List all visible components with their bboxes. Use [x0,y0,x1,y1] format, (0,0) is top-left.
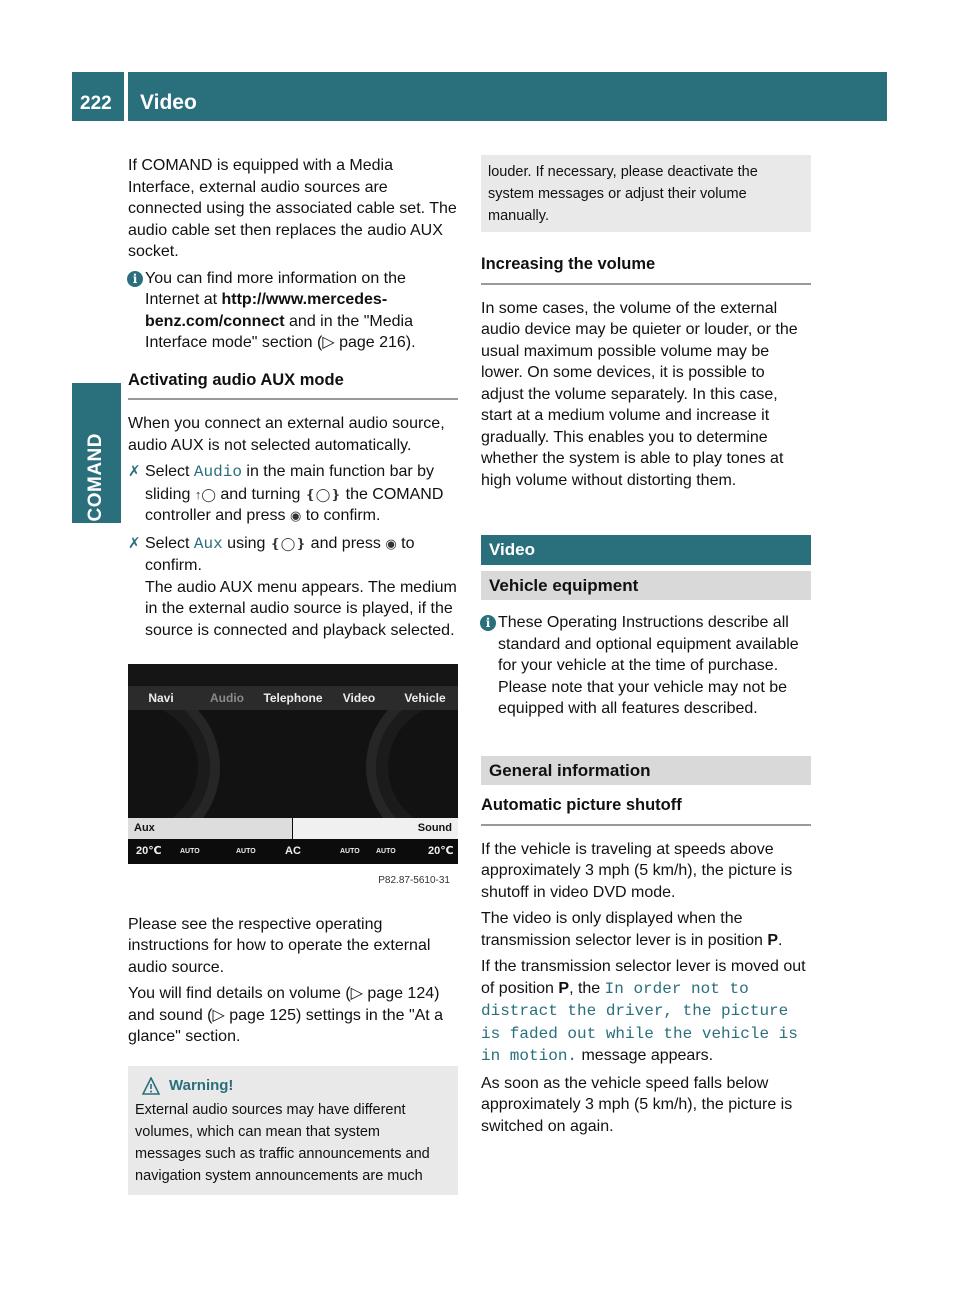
menu-video: Video [342,691,376,705]
paragraph-aux-not-auto: When you connect an external audio source, audio AUX is not selected automatically. [128,415,445,454]
main-function-bar [128,686,458,710]
step-arrow-icon: ✗ [128,534,141,552]
slide-controller-icon: ↑◯ [194,486,216,502]
paragraph-moved-out: If the transmission selector lever is moved out of position P, the In order not to distract the driver, the picture is faded out while the vehicle is in motion. message appears. [481,958,806,1065]
sound-label: Sound [293,818,458,839]
turn-controller-icon: ❴◯❵ [304,486,342,502]
section-vehicle-equipment: Vehicle equipment [481,571,811,601]
press-controller-icon: ◉ [289,508,302,523]
step-select-audio: ✗ Select Audio in the main function bar by sliding ↑◯ and turning ❴◯❵ the COMAND controller and press ◉ to confirm. [128,463,444,524]
turn-controller-icon: ❴◯❵ [269,535,307,551]
warning-continued: louder. If necessary, please deactivate the system messages or adjust their volume manually. [481,155,811,232]
temp-right: 20℃ [428,845,454,857]
right-column [481,155,811,1142]
screen-top-bar [128,664,458,686]
warning-text: External audio sources may have different volumes, which can mean that system messages such as traffic announcements and navigation system announcements are much [135,1101,430,1184]
auto-airflow-left: AUTO [180,848,200,855]
speaker-graphic [366,710,458,818]
step-select-aux: ✗ Select Aux using ❴◯❵ and press ◉ to confirm. The audio AUX menu appears. The medium in the external audio source is played, if the source is connected and playback selected. [128,534,457,639]
header-divider [124,72,128,121]
page-number: 222 [80,93,112,114]
aux-bottom-bar [128,818,458,839]
paragraph-volume: In some cases, the volume of the external audio device may be quieter or louder, or the usual maximum possible volume may be lower. On some devices, it is possible to adjust the volume separately. In this case, start at a medium volume and increase it gradually. This enables you to determine whether the system is able to play tones at high volume without distorting them. [481,299,798,489]
menu-audio: Audio [210,691,244,705]
auto-fan-right: AUTO [340,848,360,855]
step-result: The audio AUX menu appears. The medium in the external audio source is played, if the source is connected and playback selected. [145,578,457,639]
step-arrow-icon: ✗ [128,463,141,480]
warning-title: Warning! [135,1075,450,1097]
intro-paragraph: If COMAND is equipped with a Media Interface, external audio sources are connected using the associated cable set. The audio cable set then replaces the audio AUX socket. [128,157,457,260]
ac-label: AC [285,845,301,857]
heading-picture-shutoff: Automatic picture shutoff [481,795,811,826]
info-note: i You can find more information on the Internet at http://www.mercedes-benz.com/connect and in the "Media Interface mode" section (▷ page 216). [128,268,458,354]
left-column [128,155,458,1195]
comand-aux-screen [128,664,458,864]
paragraph-switched-on: As soon as the vehicle speed falls below approximately 3 mph (5 km/h), the picture is switched on again. [481,1074,793,1135]
info-icon: i [480,615,496,631]
paragraph-position-p: The video is only displayed when the transmission selector lever is in position P. [481,910,783,949]
speaker-graphic [128,710,220,818]
warning-icon [142,1077,160,1095]
paragraph-speed: If the vehicle is traveling at speeds above approximately 3 mph (5 km/h), the picture is shutoff in video DVD mode. [481,840,793,901]
press-controller-icon: ◉ [385,535,397,551]
temp-left: 20℃ [136,845,162,857]
menu-telephone: Telephone [263,691,323,705]
section-general-information: General information [481,756,811,786]
auto-airflow-right: AUTO [376,848,396,855]
aux-label: Aux [128,818,292,839]
audio-menu-text: Audio [193,463,242,481]
info-icon: i [127,271,143,287]
info-note-equipment: i These Operating Instructions describe all standard and optional equipment available for your vehicle at the time of purchase. Please note that your vehicle may not be equipped with all features described. [481,612,811,720]
warning-box [128,1066,458,1195]
menu-vehicle: Vehicle [404,691,446,705]
heading-increasing-volume: Increasing the volume [481,254,811,285]
connect-url: http://www.mercedes-benz.com/connect [145,291,388,330]
paragraph-volume-details: You will find details on volume (▷ page 124) and sound (▷ page 125) settings in the "At a glance" section. [128,985,444,1045]
display-area [128,710,458,818]
display-message: In order not to distract the driver, the picture is faded out while the vehicle is in motion. [481,979,798,1065]
paragraph-operating-instructions: Please see the respective operating instructions for how to operate the external audio source. [128,915,431,976]
heading-activating-aux: Activating audio AUX mode [128,370,458,401]
aux-menu-text: Aux [193,534,223,553]
side-tab-label: COMAND [85,432,107,521]
climate-bar [128,839,458,864]
auto-fan-left: AUTO [236,848,256,855]
figure-caption: P82.87-5610-31 [378,875,450,886]
section-video: Video [481,535,811,565]
page-title: Video [140,91,197,114]
menu-navi: Navi [148,691,174,705]
